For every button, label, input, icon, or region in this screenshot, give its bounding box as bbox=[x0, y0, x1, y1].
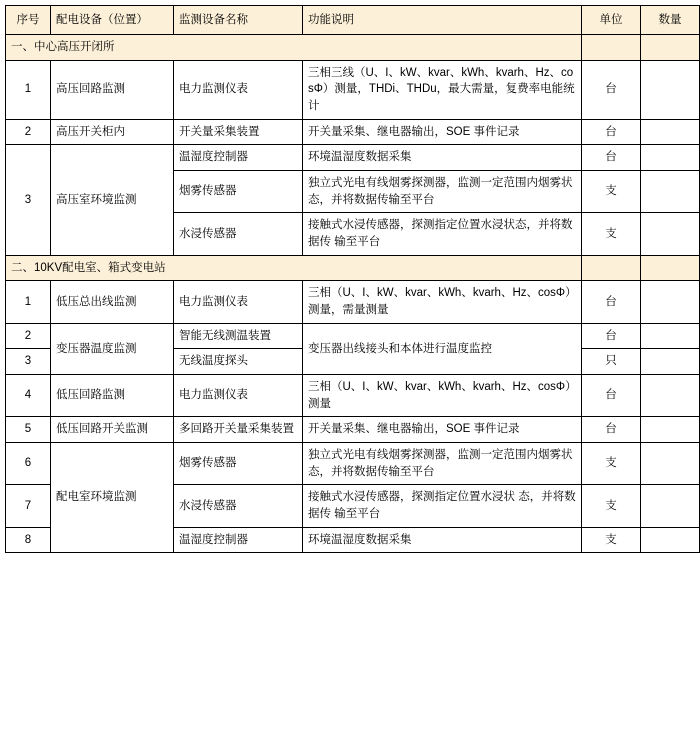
cell-unit: 支 bbox=[582, 485, 641, 527]
cell-function: 三相（U、I、kW、kvar、kWh、kvarh、Hz、cosΦ）测量 bbox=[303, 375, 582, 417]
cell-quantity bbox=[641, 119, 700, 145]
section-header-row bbox=[6, 35, 700, 61]
section-title: 一、中心高压开闭所 bbox=[6, 35, 582, 61]
table-row bbox=[6, 145, 700, 171]
header-cell-no: 序号 bbox=[6, 6, 51, 35]
cell-monitor: 多回路开关量采集装置 bbox=[174, 417, 303, 443]
cell-monitor: 智能无线测温装置 bbox=[174, 323, 303, 349]
header-cell-monitor: 监测设备名称 bbox=[174, 6, 303, 35]
cell-no: 2 bbox=[6, 119, 51, 145]
table-row bbox=[6, 119, 700, 145]
cell-monitor: 无线温度探头 bbox=[174, 349, 303, 375]
cell-monitor: 电力监测仪表 bbox=[174, 281, 303, 323]
cell-quantity bbox=[641, 323, 700, 349]
cell-quantity bbox=[641, 527, 700, 553]
cell-no: 1 bbox=[6, 60, 51, 119]
cell-quantity bbox=[641, 485, 700, 527]
cell-monitor: 水浸传感器 bbox=[174, 485, 303, 527]
section-unit-cell bbox=[582, 255, 641, 281]
cell-function: 开关量采集、继电器输出，SOE 事件记录 bbox=[303, 119, 582, 145]
cell-no: 1 bbox=[6, 281, 51, 323]
cell-monitor: 水浸传感器 bbox=[174, 213, 303, 255]
table-row bbox=[6, 323, 700, 349]
section-qty-cell bbox=[641, 255, 700, 281]
cell-unit: 支 bbox=[582, 171, 641, 213]
cell-quantity bbox=[641, 349, 700, 375]
cell-quantity bbox=[641, 417, 700, 443]
cell-device: 高压室环境监测 bbox=[51, 145, 174, 255]
cell-monitor: 电力监测仪表 bbox=[174, 60, 303, 119]
table-row bbox=[6, 375, 700, 417]
table-row bbox=[6, 443, 700, 485]
cell-quantity bbox=[641, 375, 700, 417]
section-unit-cell bbox=[582, 35, 641, 61]
cell-unit: 台 bbox=[582, 145, 641, 171]
header-cell-unit: 单位 bbox=[582, 6, 641, 35]
cell-quantity bbox=[641, 145, 700, 171]
header-row bbox=[6, 6, 700, 35]
cell-function: 三相（U、I、kW、kvar、kWh、kvarh、Hz、cosΦ）测量，需量测量 bbox=[303, 281, 582, 323]
table-row bbox=[6, 281, 700, 323]
cell-no: 4 bbox=[6, 375, 51, 417]
cell-no: 6 bbox=[6, 443, 51, 485]
cell-quantity bbox=[641, 60, 700, 119]
cell-unit: 支 bbox=[582, 527, 641, 553]
cell-monitor: 电力监测仪表 bbox=[174, 375, 303, 417]
table-row bbox=[6, 60, 700, 119]
cell-device: 配电室环境监测 bbox=[51, 443, 174, 553]
cell-no: 8 bbox=[6, 527, 51, 553]
section-title: 二、10KV配电室、箱式变电站 bbox=[6, 255, 582, 281]
cell-device: 低压回路监测 bbox=[51, 375, 174, 417]
cell-device: 高压回路监测 bbox=[51, 60, 174, 119]
header-cell-device: 配电设备（位置） bbox=[51, 6, 174, 35]
cell-unit: 台 bbox=[582, 375, 641, 417]
cell-quantity bbox=[641, 443, 700, 485]
cell-device: 低压总出线监测 bbox=[51, 281, 174, 323]
cell-no: 3 bbox=[6, 145, 51, 255]
table-body bbox=[6, 35, 700, 553]
cell-monitor: 温湿度控制器 bbox=[174, 145, 303, 171]
cell-function: 接触式水浸传感器，探测指定位置水浸状态，并将数据传 输至平台 bbox=[303, 213, 582, 255]
cell-unit: 支 bbox=[582, 213, 641, 255]
cell-device: 高压开关柜内 bbox=[51, 119, 174, 145]
table-header bbox=[6, 6, 700, 35]
cell-function: 独立式光电有线烟雾探测器，监测一定范围内烟雾状态，并将数据传输至平台 bbox=[303, 443, 582, 485]
cell-no: 3 bbox=[6, 349, 51, 375]
cell-unit: 支 bbox=[582, 443, 641, 485]
cell-function: 环境温湿度数据采集 bbox=[303, 145, 582, 171]
cell-no: 7 bbox=[6, 485, 51, 527]
cell-monitor: 开关量采集装置 bbox=[174, 119, 303, 145]
cell-unit: 台 bbox=[582, 323, 641, 349]
cell-device: 低压回路开关监测 bbox=[51, 417, 174, 443]
section-qty-cell bbox=[641, 35, 700, 61]
cell-unit: 台 bbox=[582, 417, 641, 443]
table-row bbox=[6, 417, 700, 443]
cell-function: 独立式光电有线烟雾探测器，监测一定范围内烟雾状态，并将数据传输至平台 bbox=[303, 171, 582, 213]
cell-quantity bbox=[641, 171, 700, 213]
cell-function: 变压器出线接头和本体进行温度监控 bbox=[303, 323, 582, 374]
cell-no: 5 bbox=[6, 417, 51, 443]
cell-unit: 台 bbox=[582, 60, 641, 119]
cell-monitor: 烟雾传感器 bbox=[174, 443, 303, 485]
specification-table bbox=[5, 5, 700, 553]
cell-no: 2 bbox=[6, 323, 51, 349]
cell-monitor: 温湿度控制器 bbox=[174, 527, 303, 553]
cell-unit: 只 bbox=[582, 349, 641, 375]
cell-unit: 台 bbox=[582, 281, 641, 323]
cell-function: 接触式水浸传感器，探测指定位置水浸状 态，并将数据传 输至平台 bbox=[303, 485, 582, 527]
cell-quantity bbox=[641, 213, 700, 255]
cell-monitor: 烟雾传感器 bbox=[174, 171, 303, 213]
section-header-row bbox=[6, 255, 700, 281]
header-cell-quantity: 数量 bbox=[641, 6, 700, 35]
cell-function: 开关量采集、继电器输出，SOE 事件记录 bbox=[303, 417, 582, 443]
cell-function: 环境温湿度数据采集 bbox=[303, 527, 582, 553]
cell-device: 变压器温度监测 bbox=[51, 323, 174, 374]
header-cell-function: 功能说明 bbox=[303, 6, 582, 35]
cell-unit: 台 bbox=[582, 119, 641, 145]
cell-function: 三相三线（U、I、kW、kvar、kWh、kvarh、Hz、cosΦ）测量，THDi、THDu，最大需量，复费率电能统计 bbox=[303, 60, 582, 119]
cell-quantity bbox=[641, 281, 700, 323]
